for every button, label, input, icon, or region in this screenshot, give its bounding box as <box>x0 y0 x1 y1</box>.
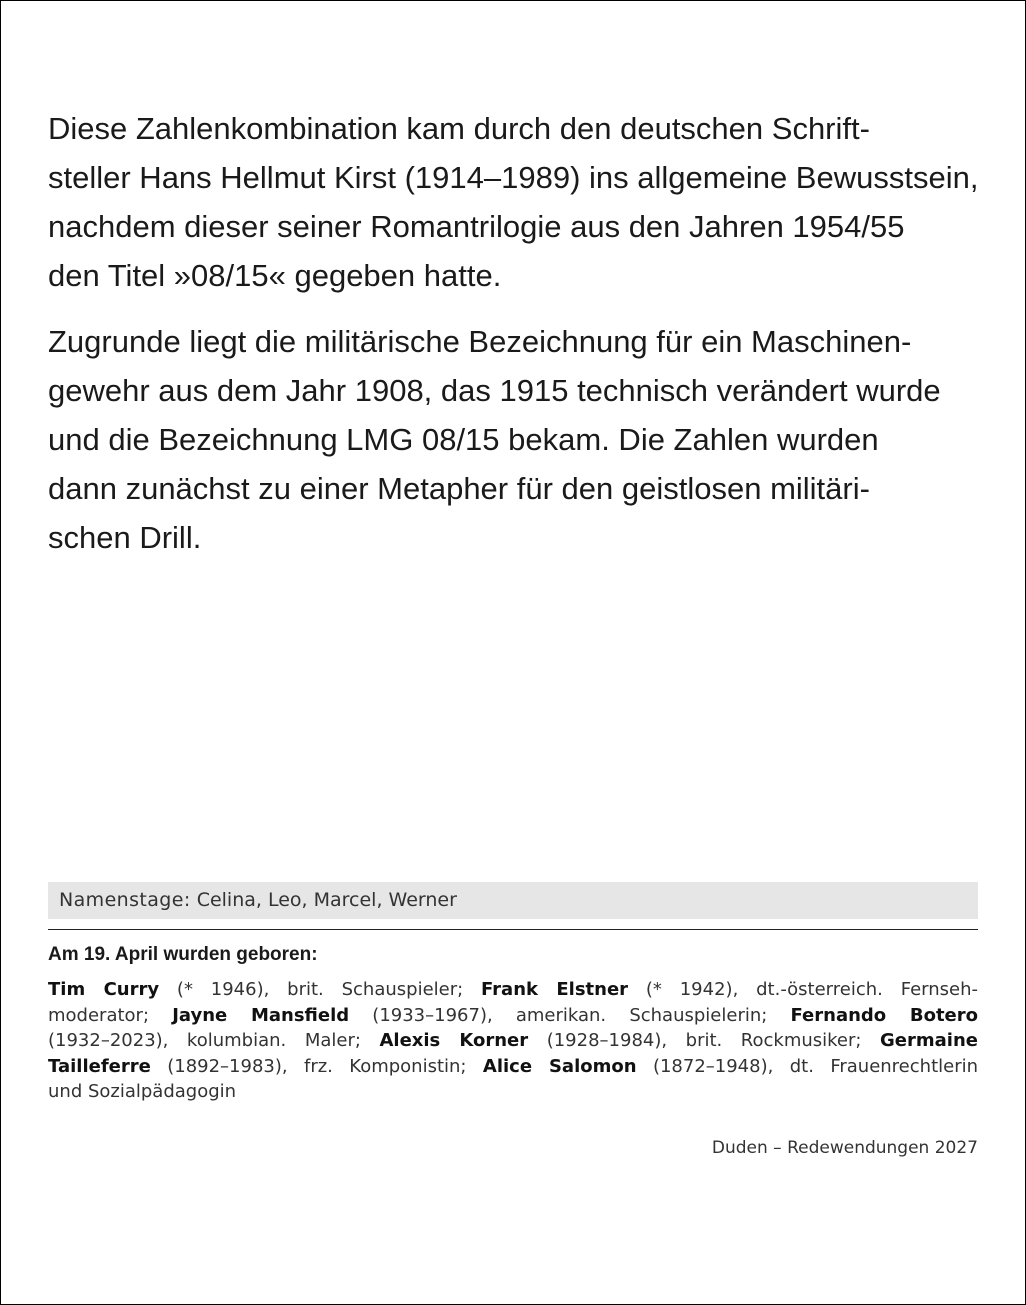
born-line <box>48 977 978 1003</box>
footer-credit: Duden – Redewendungen 2027 <box>711 1138 978 1158</box>
person-name: Fernando Botero <box>790 1004 979 1026</box>
born-line <box>48 1003 978 1029</box>
text-line: Diese Zahlenkombination kam durch den deutschen Schrift- <box>48 111 870 146</box>
person-details: und Sozialpädagogin <box>48 1081 237 1102</box>
namenstage-names: Celina, Leo, Marcel, Werner <box>196 889 457 911</box>
person-name: Jayne Mansfield <box>172 1004 350 1026</box>
born-line <box>48 1054 978 1080</box>
person-name: Frank Elstner <box>481 979 629 1000</box>
paragraph-2 <box>48 317 978 562</box>
paragraph-1 <box>48 104 978 300</box>
text-line: Zugrunde liegt die militärische Bezeichnung für ein Maschinen- <box>48 324 912 359</box>
person-details: (1933–1967), amerikan. Schauspielerin; <box>349 1004 791 1026</box>
person-name: Germaine <box>880 1030 978 1051</box>
born-line <box>48 1079 978 1105</box>
born-heading: Am 19. April wurden geboren: <box>48 944 318 965</box>
person-name: Alexis Korner <box>379 1030 529 1051</box>
person-details: (1892–1983), frz. Komponistin; <box>150 1055 483 1077</box>
text-line: dann zunächst zu einer Metapher für den geistlosen militäri- <box>48 471 870 506</box>
text-line: den Titel »08/15« gegeben hatte. <box>48 258 502 293</box>
person-name: Tailleferre <box>48 1055 151 1077</box>
main-text <box>48 104 978 579</box>
person-details: (1932–2023), kolumbian. Maler; <box>48 1030 380 1051</box>
person-details: (* 1946), brit. Schauspieler; <box>159 979 482 1000</box>
namenstage-box <box>48 882 978 919</box>
person-details: (1872–1948), dt. Frauenrechtlerin <box>636 1055 979 1077</box>
text-line: schen Drill. <box>48 520 202 555</box>
text-line: nachdem dieser seiner Romantrilogie aus den Jahren 1954/55 <box>48 209 905 244</box>
text-line: steller Hans Hellmut Kirst (1914–1989) ins allgemeine Bewusstsein, <box>48 160 979 195</box>
person-details: moderator; <box>48 1004 173 1026</box>
person-name: Tim Curry <box>48 979 160 1000</box>
person-name: Alice Salomon <box>482 1055 637 1077</box>
text-line: gewehr aus dem Jahr 1908, das 1915 technisch verändert wurde <box>48 373 941 408</box>
born-line <box>48 1028 978 1054</box>
divider <box>48 929 978 930</box>
person-details: (1928–1984), brit. Rockmusiker; <box>528 1030 881 1051</box>
born-list <box>48 977 978 1105</box>
person-details: (* 1942), dt.-österreich. Fernseh- <box>628 979 978 1000</box>
namenstage-label: Namenstage: <box>59 889 191 911</box>
text-line: und die Bezeichnung LMG 08/15 bekam. Die Zahlen wurden <box>48 422 879 457</box>
